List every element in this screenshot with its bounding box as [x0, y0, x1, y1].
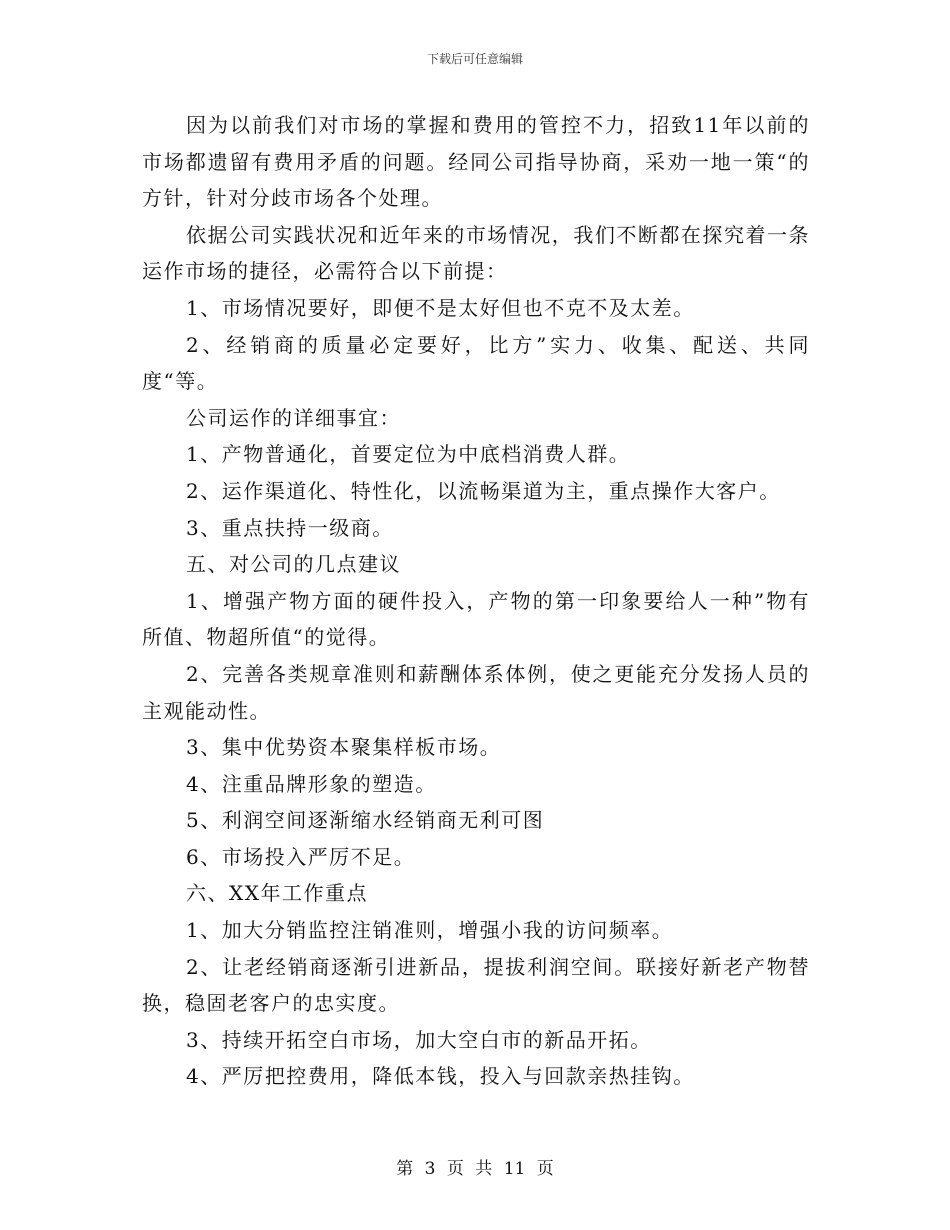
- list-item: 4、注重品牌形象的塑造。: [186, 771, 437, 796]
- paragraph: 因为以前我们对市场的掌握和费用的管控不力，招致11年以前的市场都遗留有费用矛盾的问题。经同公司指导协商，采劝一地一策“的方针，针对分歧市场各个处理。: [142, 113, 810, 211]
- paragraph: 依据公司实践状况和近年来的市场情况，我们不断都在探究着一条运作市场的捷径，必需符合以下前提：: [142, 222, 810, 284]
- list-item: 1、加大分销监控注销准则，增强小我的访问频率。: [186, 918, 674, 943]
- list-item: 1、产物普通化，首要定位为中底档消费人群。: [186, 442, 631, 467]
- list-item: 2、运作渠道化、特性化，以流畅渠道为主，重点操作大客户。: [186, 478, 781, 503]
- list-item: 5、利润空间逐渐缩水经销商无利可图: [186, 808, 545, 833]
- section-heading: 公司运作的详细事宜：: [186, 405, 401, 430]
- list-item: 2、经销商的质量必定要好，比方”实力、收集、配送、共同度“等。: [142, 332, 810, 394]
- section-heading: 六、XX年工作重点: [186, 881, 368, 906]
- page-header: 下载后可任意编辑: [426, 52, 523, 66]
- list-item: 3、重点扶持一级商。: [186, 515, 394, 540]
- list-item: 1、市场情况要好，即便不是太好但也不克不及太差。: [186, 295, 695, 320]
- page-footer: 第 3 页 共 11 页: [396, 1159, 554, 1179]
- list-item: 3、集中优势资本聚集样板市场。: [186, 735, 502, 760]
- list-item: 4、严厉把控费用，降低本钱，投入与回款亲热挂钩。: [186, 1064, 695, 1089]
- document-body: [142, 107, 810, 1095]
- list-item: 1、增强产物方面的硬件投入，产物的第一印象要给人一种”物有所值、物超所值“的觉得。: [142, 588, 810, 650]
- list-item: 2、完善各类规章准则和薪酬体系体例，使之更能充分发扬人员的主观能动性。: [142, 661, 810, 723]
- list-item: 3、持续开拓空白市场，加大空白市的新品开拓。: [186, 1027, 652, 1052]
- list-item: 2、让老经销商逐渐引进新品，提拔利润空间。联接好新老产物替换，稳固老客户的忠实度。: [142, 954, 810, 1016]
- list-item: 6、市场投入严厉不足。: [186, 844, 416, 869]
- section-heading: 五、对公司的几点建议: [186, 552, 401, 577]
